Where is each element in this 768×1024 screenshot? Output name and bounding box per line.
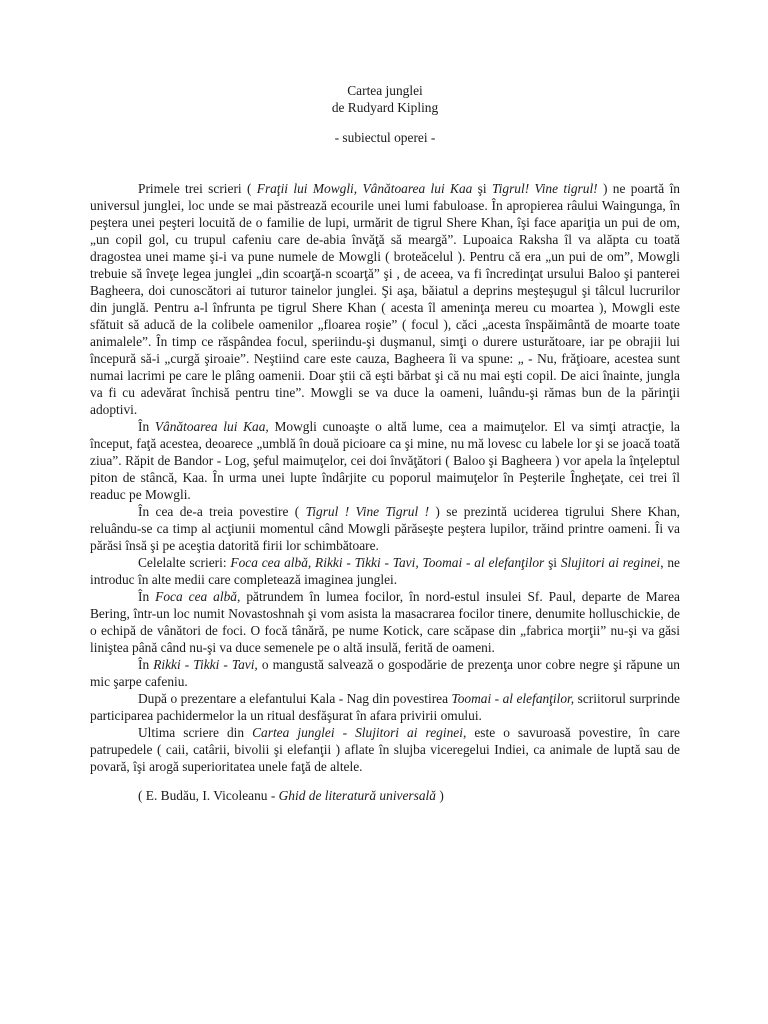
italic-text-run: Vânătoarea lui Kaa, — [154, 419, 269, 434]
body-text — [90, 180, 680, 775]
italic-text-run: Foca cea albă — [155, 589, 237, 604]
document-title: Cartea junglei — [347, 83, 423, 98]
text-run: şi — [544, 555, 561, 570]
text-run: În cea de-a treia povestire ( — [138, 504, 306, 519]
text-run: , este o savuroasă povestire, în care patrupedele ( caii, catârii, bivolii şi elefanţii ) aflate în slujba viceregelui Indiei, ca animale de luptă sau de povară, îşi arogă superioritatea unele faţă de altele. — [90, 725, 680, 774]
paragraph — [90, 588, 680, 656]
paragraph — [90, 503, 680, 554]
text-run: Ultima scriere din — [138, 725, 253, 740]
text-run: Mowgli cunoaşte o altă lume, cea a maimuţelor. El va simţi atracţie, la început, faţă acestea, deoarece „umblă în două picioare ca şi mine, nu mă lovesc cu labele lor şi se joacă toată ziua”. Răpit de Bandor - Log, şeful maimuţelor, cei doi învăţători ( Baloo şi Bagheera ) vor apela la înţeleptul piton de stâncă, Kaa. În urma unei lupte îndârjite cu poporul maimuţelor în Peşterile Îngheţate, cei trei îl readuc pe Mowgli. — [90, 419, 681, 502]
paragraph — [90, 180, 680, 418]
text-run: , ne introduc în alte medii care completează imaginea junglei. — [90, 555, 680, 587]
author-line: de Rudyard Kipling — [331, 100, 439, 115]
source-citation — [90, 787, 680, 804]
text-run: scriitorul surprinde participarea pachidermelor la un ritual desfăşurat în afara privirii omului. — [90, 691, 680, 723]
italic-text-run: Slujitori ai reginei — [560, 555, 661, 570]
title-block — [90, 82, 680, 146]
italic-text-run: Foca cea albă, Rikki - Tikki - Tavi, Toomai - al elefanţilor — [230, 555, 545, 570]
text-run: În — [138, 419, 155, 434]
text-run: ) se prezintă uciderea tigrului Shere Khan, reluându-se ca timp al acţiunii momentul când Mowgli părăseşte peştera lupilor, trăind printre oameni. Îi va părăsi însă şi pe aceştia datorită firii lor schimbătoare. — [90, 504, 680, 553]
document-subtitle: - subiectul operei - — [334, 130, 436, 145]
text-run: Celelalte scrieri: — [138, 555, 231, 570]
italic-text-run: Cartea junglei - Slujitori ai reginei — [252, 725, 463, 740]
text-run: o mangustă salvează o gospodărie de prezenţa unor cobre negre şi răpune un mic şarpe cafeniu. — [90, 657, 680, 689]
italic-text-run: Fraţii lui Mowgli, Vânătoarea lui Kaa — [256, 181, 473, 196]
paragraph — [90, 690, 680, 724]
document-page — [90, 82, 680, 804]
text-run: După o prezentare a elefantului Kala - Nag din povestirea — [138, 691, 452, 706]
italic-text-run: Rikki - Tikki - Tavi, — [153, 657, 258, 672]
text-run: , pătrundem în lumea focilor, în nord-estul insulei Sf. Paul, departe de Marea Bering, într-un loc numit Novastoshnah şi vom asista la masacrarea focilor tinere, denumite holluschickie, de o echipă de vânători de foci. O focă tânără, pe nume Kotick, care scăpase din „fabrica morţii” nu-şi va găsi liniştea până când nu-şi va duce semenele pe o altă insulă, ferită de oameni. — [90, 589, 680, 655]
citation-work-title: Ghid de literatură universală — [278, 788, 436, 803]
italic-text-run: Toomai - al elefanţilor, — [451, 691, 575, 706]
paragraph — [90, 418, 680, 503]
paragraph — [90, 724, 680, 775]
paragraph — [90, 656, 680, 690]
citation-close: ) — [435, 788, 444, 803]
text-run: ) ne poartă în universul junglei, loc unde se mai păstrează ecourile unei lumi fabuloase. În apropierea râului Waingunga, în peştera unei peşteri locuită de o familie de lupi, urmărit de tigrul Shere Khan, îşi face apariţia un pui de om, „un copil gol, cu trupul cafeniu care de-abia învăţă să meargă”. Lupoaica Raksha îl va alăpta cu toată dragostea unei mame şi-i va pune numele de Mowgli ( broteăcelul ). Pentru că era „un pui de om”, Mowgli trebuie să înveţe legea junglei „din scoarţă-n scoarţă” şi , de aceea, va fi încredinţat ursului Baloo şi panterei Bagheera, doi cunoscători ai tuturor tainelor junglei. Şi aşa, băiatul a deprins meşteşugul şi tâlcul lucrurilor din junglă. Pentru a-l înfrunta pe tigrul Shere Khan ( acesta îl ameninţa mereu cu moartea ), Mowgli este sfătuit să aducă de la colibele oamenilor „floarea roşie” ( focul ), căci „acesta înspăimântă de moarte toate animalele”. În timp ce răspândea focul, speriindu-şi duşmanul, simţi o durere usturătoare, iar pe obrajii lui începură să-i „curgă şiroaie”. Neştiind care este cauza, Bagheera îi va spune: „ - Nu, frăţioare, acestea sunt numai lacrimi pe care le plâng oamenii. Doar ştii că eşti bărbat şi că nu mai eşti copil. De aici înainte, jungla va fi cu adevărat închisă pentru tine”. Mowgli se va duce la oameni, luându-şi rămas bun de la părinţii adoptivi. — [90, 181, 680, 417]
italic-text-run: Tigrul ! Vine Tigrul ! — [305, 504, 430, 519]
text-run: şi — [472, 181, 492, 196]
text-run: Primele trei scrieri ( — [138, 181, 257, 196]
text-run: În — [138, 589, 156, 604]
italic-text-run: Tigrul! Vine tigrul! — [491, 181, 598, 196]
text-run: În — [138, 657, 154, 672]
citation-authors: ( E. Budău, I. Vicoleanu - — [138, 788, 279, 803]
paragraph — [90, 554, 680, 588]
